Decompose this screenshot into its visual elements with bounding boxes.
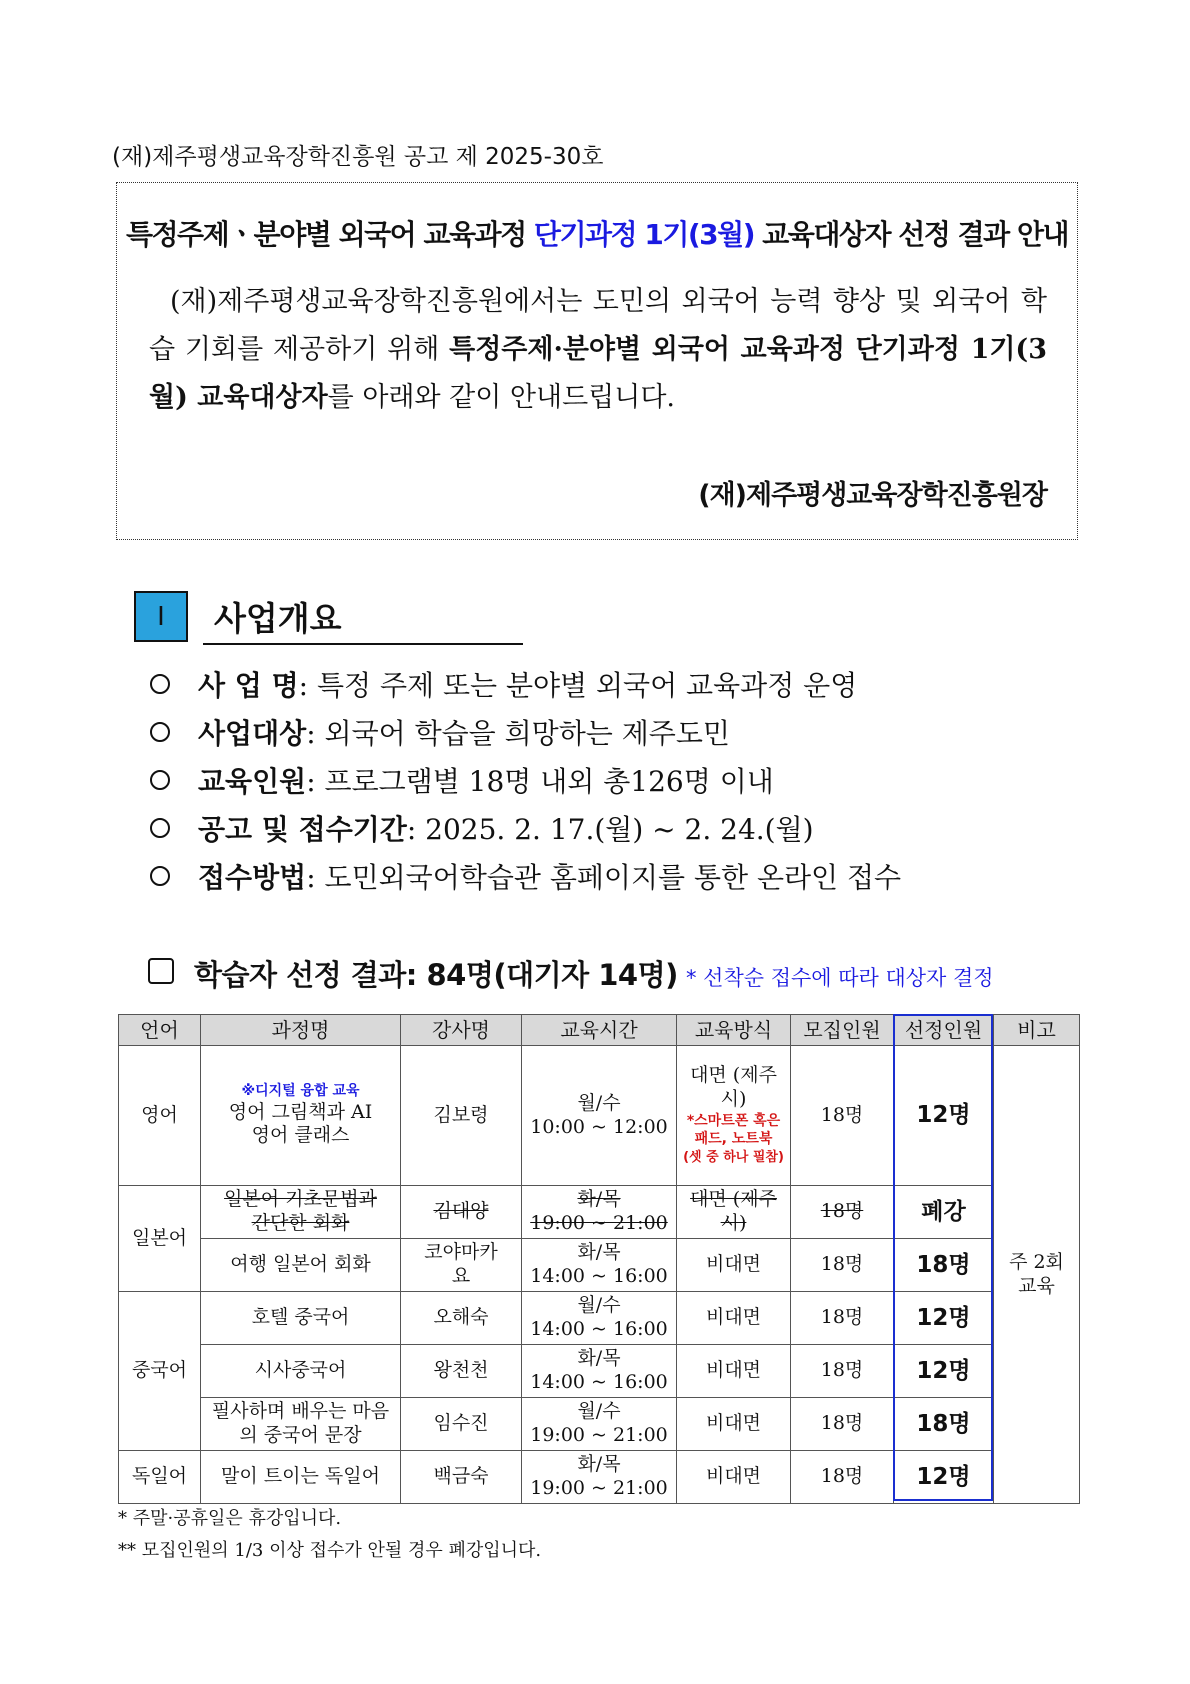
list-item: 접수방법 : 도민외국어학습관 홈페이지를 통한 온라인 접수 — [150, 852, 901, 900]
section-underline — [203, 643, 523, 645]
announcement-bold: 특정주제·분야별 외국어 교육과정 단기과정 1기(3월) 교육대상자 — [149, 334, 1047, 413]
circle-bullet-icon — [150, 866, 170, 886]
announcement-body: (재)제주평생교육장학진흥원에서는 도민의 외국어 능력 향상 및 외국어 학습 기회를 제공하기 위해 특정주제·분야별 외국어 교육과정 단기과정 1기(3월) 교육대상자를 아래와 같이 안내드립니다. — [149, 286, 1047, 413]
checkbox-icon — [148, 958, 174, 984]
signature: (재)제주평생교육장학진흥원장 — [698, 480, 1047, 511]
result-note: * 선착순 접수에 따라 대상자 결정 — [686, 966, 994, 990]
footnote-holiday: * 주말·공휴일은 휴강입니다. — [118, 1508, 342, 1529]
table-header-row: 언어 과정명 강사명 교육시간 교육방식 모집인원 선정인원 비고 — [119, 1015, 1080, 1046]
circle-bullet-icon — [150, 722, 170, 742]
circle-bullet-icon — [150, 818, 170, 838]
table-row: 필사하며 배우는 마음의 중국어 문장 임수진 월/수 19:00 ~ 21:00 비대면 18명 18명 — [119, 1398, 1080, 1451]
list-item: 사업대상 : 외국어 학습을 희망하는 제주도민 — [150, 708, 901, 756]
table-row: 여행 일본어 회화 코야마카요 화/목 14:00 ~ 16:00 비대면 18명 18명 — [119, 1239, 1080, 1292]
table-row: 시사중국어 왕천천 화/목 14:00 ~ 16:00 비대면 18명 12명 — [119, 1345, 1080, 1398]
section-title: 사업개요 — [214, 599, 342, 638]
table-row: 영어 ※디지털 융합 교육 영어 그림책과 AI 영어 클래스 김보령 월/수 10:00 ~ 12:00 대면 (제주시) *스마트폰 혹은 패드, 노트북 (셋 중 하나 필참) 18명 12명 주 2회 교육 — [119, 1046, 1080, 1186]
digital-note: ※디지털 융합 교육 — [241, 1083, 360, 1099]
list-item: 공고 및 접수기간 : 2025. 2. 17.(월) ~ 2. 24.(월) — [150, 804, 901, 852]
title-highlight: 단기과정 1기(3월) — [533, 218, 755, 251]
device-note: *스마트폰 혹은 패드, 노트북 — [686, 1112, 781, 1148]
announcement-title: 특정주제ㆍ분야별 외국어 교육과정 단기과정 1기(3월) 교육대상자 선정 결과 안내 — [125, 218, 1069, 251]
list-item: 교육인원 : 프로그램별 18명 내외 총126명 이내 — [150, 756, 901, 804]
overview-list — [150, 660, 901, 900]
announcement-box — [116, 182, 1078, 540]
table-row: 중국어 호텔 중국어 오해숙 월/수 14:00 ~ 16:00 비대면 18명 12명 — [119, 1292, 1080, 1345]
remark-cell: 주 2회 교육 — [994, 1046, 1080, 1504]
course-table — [118, 1014, 1080, 1504]
circle-bullet-icon — [150, 674, 170, 694]
section-number: Ⅰ — [134, 591, 188, 642]
result-title: 학습자 선정 결과: 84명(대기자 14명) — [194, 958, 678, 992]
table-row: 일본어 일본어 기초문법과 간단한 회화 김대양 화/목 19:00 ~ 21:00 대면 (제주시) 18명 폐강 — [119, 1186, 1080, 1239]
circle-bullet-icon — [150, 770, 170, 790]
footnote-cancel: ** 모집인원의 1/3 이상 접수가 안될 경우 폐강입니다. — [118, 1540, 542, 1561]
notice-number: (재)제주평생교육장학진흥원 공고 제 2025-30호 — [112, 144, 604, 170]
list-item: 사 업 명 : 특정 주제 또는 분야별 외국어 교육과정 운영 — [150, 660, 901, 708]
table-row: 독일어 말이 트이는 독일어 백금숙 화/목 19:00 ~ 21:00 비대면 18명 12명 — [119, 1451, 1080, 1504]
